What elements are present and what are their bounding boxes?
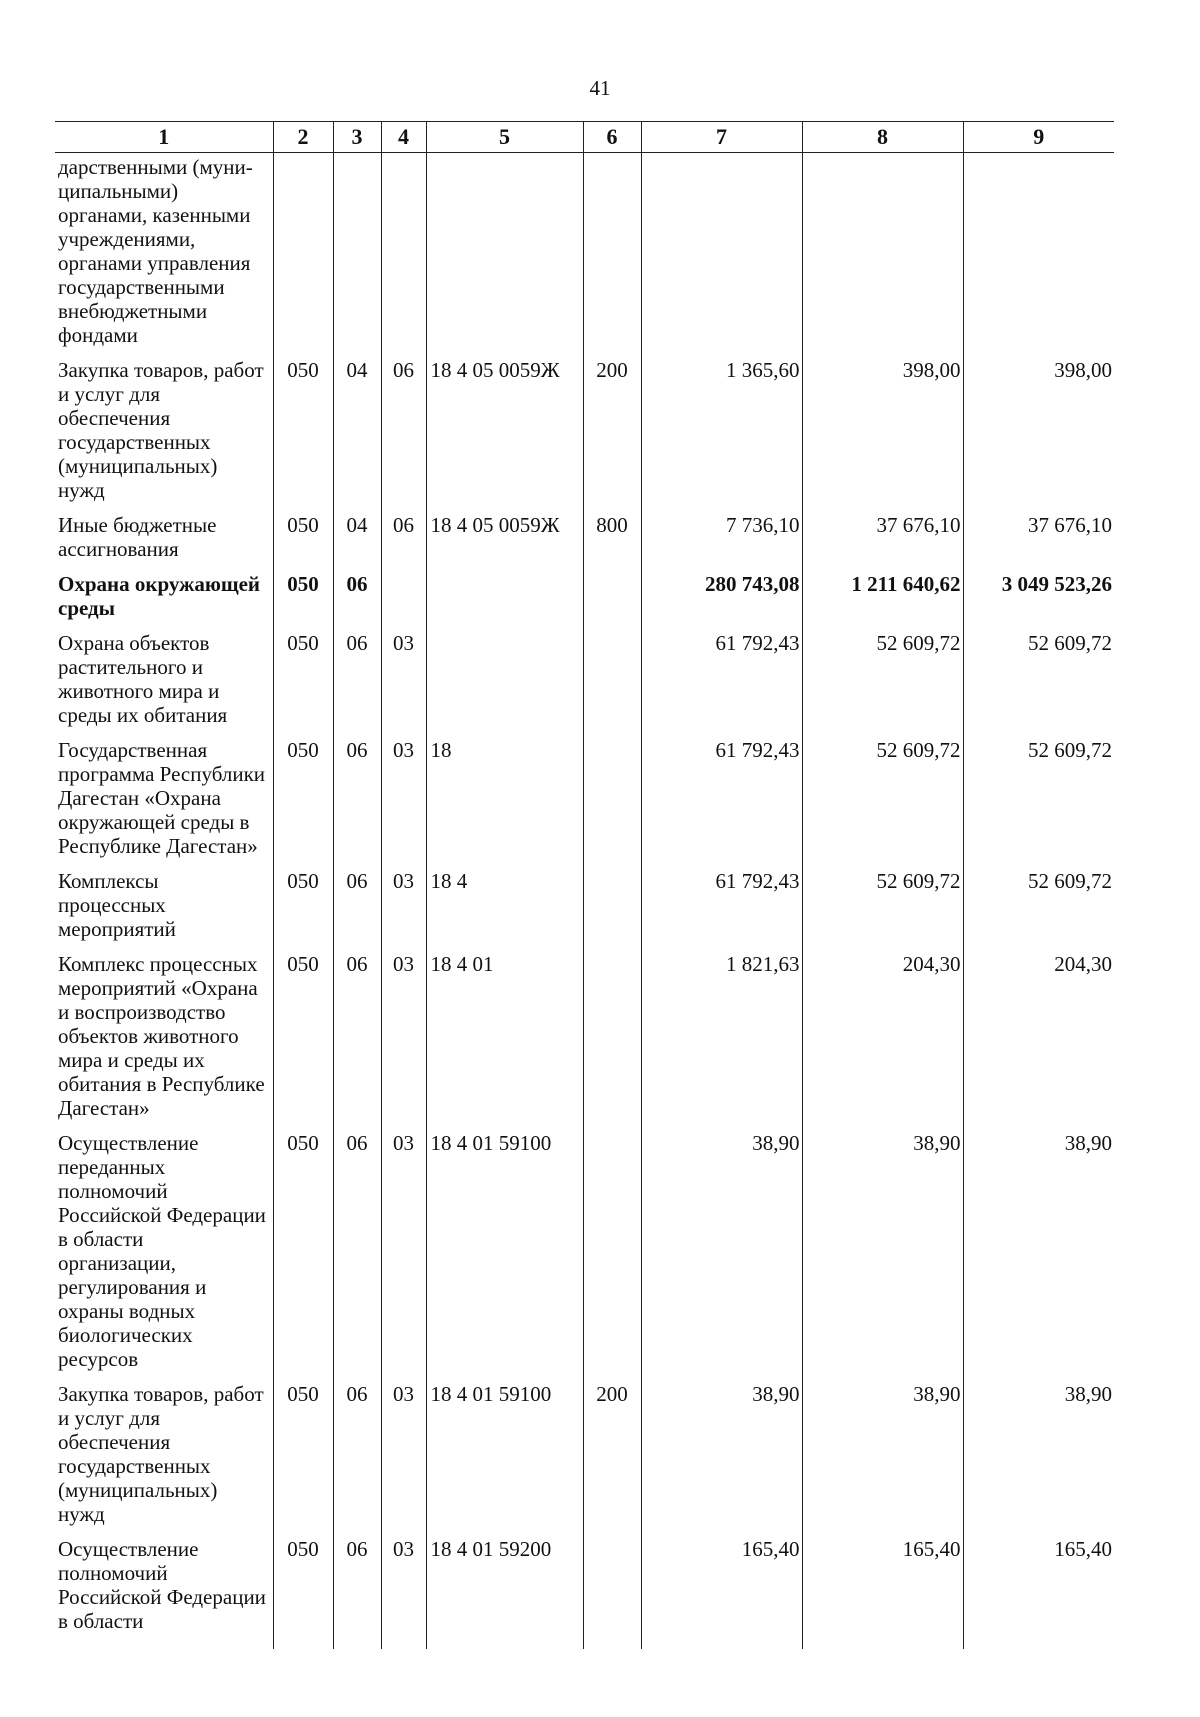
- admin-code-cell: [273, 153, 333, 353]
- target-article-cell: 18 4 01 59200: [426, 1531, 583, 1649]
- column-header: 3: [333, 122, 381, 153]
- amount-col9-cell: 52 609,72: [963, 863, 1114, 946]
- expense-type-cell: 200: [583, 1376, 641, 1531]
- amount-col9-cell: [963, 153, 1114, 353]
- subsection-code-cell: 03: [381, 625, 426, 732]
- section-code-cell: 06: [333, 946, 381, 1125]
- target-article-cell: 18 4 05 0059Ж: [426, 352, 583, 507]
- amount-col8-cell: 165,40: [802, 1531, 963, 1649]
- expense-type-cell: 800: [583, 507, 641, 566]
- admin-code-cell: 050: [273, 625, 333, 732]
- admin-code-cell: 050: [273, 946, 333, 1125]
- table-row: [55, 507, 1114, 566]
- column-header: 8: [802, 122, 963, 153]
- amount-col8-cell: 37 676,10: [802, 507, 963, 566]
- section-code-cell: 06: [333, 566, 381, 625]
- amount-col7-cell: 61 792,43: [641, 863, 802, 946]
- target-article-cell: 18 4 01 59100: [426, 1376, 583, 1531]
- subsection-code-cell: 03: [381, 863, 426, 946]
- section-code-cell: 06: [333, 625, 381, 732]
- subsection-code-cell: [381, 566, 426, 625]
- amount-col8-cell: [802, 153, 963, 353]
- row-name-cell: Иные бюджетные ассигнования: [58, 513, 217, 561]
- section-code-cell: [333, 153, 381, 353]
- row-name-cell: Закупка товаров, работ и услуг для обеспечения государственных (муниципальных) нужд: [58, 1382, 264, 1526]
- expense-type-cell: [583, 1531, 641, 1649]
- column-header: 2: [273, 122, 333, 153]
- row-name-cell: дарственными (муни-ципальными) органами, казенными учреждениями, органами управления государственными внебюджетными фондами: [58, 155, 253, 347]
- admin-code-cell: 050: [273, 566, 333, 625]
- table-row: [55, 566, 1114, 625]
- admin-code-cell: 050: [273, 352, 333, 507]
- subsection-code-cell: 06: [381, 352, 426, 507]
- amount-col9-cell: 165,40: [963, 1531, 1114, 1649]
- amount-col8-cell: 52 609,72: [802, 625, 963, 732]
- section-code-cell: 04: [333, 507, 381, 566]
- row-name-cell: Государственная программа Республики Дагестан «Охрана окружающей среды в Республике Дагестан»: [58, 738, 266, 858]
- subsection-code-cell: [381, 153, 426, 353]
- target-article-cell: [426, 153, 583, 353]
- subsection-code-cell: 03: [381, 946, 426, 1125]
- table-row: [55, 1125, 1114, 1376]
- row-name-cell: Осуществление полномочий Российской Федерации в области: [58, 1537, 266, 1633]
- amount-col7-cell: 280 743,08: [641, 566, 802, 625]
- row-name-cell: Комплексы процессных мероприятий: [58, 869, 176, 941]
- target-article-cell: 18 4 05 0059Ж: [426, 507, 583, 566]
- row-name-cell: Охрана окружающей среды: [58, 572, 261, 620]
- row-name-cell: Закупка товаров, работ и услуг для обеспечения государственных (муниципальных) нужд: [58, 358, 264, 502]
- row-name-cell: Осуществление переданных полномочий Российской Федерации в области организации, регулирования и охраны водных биологических ресурсов: [58, 1131, 266, 1371]
- table-row: [55, 863, 1114, 946]
- subsection-code-cell: 03: [381, 1125, 426, 1376]
- table-row: [55, 625, 1114, 732]
- table-row: [55, 1376, 1114, 1531]
- section-code-cell: 06: [333, 1125, 381, 1376]
- column-header: 4: [381, 122, 426, 153]
- amount-col8-cell: 1 211 640,62: [802, 566, 963, 625]
- amount-col9-cell: 52 609,72: [963, 625, 1114, 732]
- amount-col7-cell: 38,90: [641, 1125, 802, 1376]
- subsection-code-cell: 03: [381, 1531, 426, 1649]
- row-name-cell: Комплекс процессных мероприятий «Охрана и воспроизводство объектов животного мира и среды их обитания в Республике Дагестан»: [58, 952, 265, 1120]
- amount-col9-cell: 52 609,72: [963, 732, 1114, 863]
- amount-col7-cell: 38,90: [641, 1376, 802, 1531]
- expense-type-cell: [583, 566, 641, 625]
- section-code-cell: 04: [333, 352, 381, 507]
- amount-col7-cell: 61 792,43: [641, 625, 802, 732]
- table-row: [55, 732, 1114, 863]
- amount-col7-cell: 1 821,63: [641, 946, 802, 1125]
- target-article-cell: 18 4 01: [426, 946, 583, 1125]
- expense-type-cell: 200: [583, 352, 641, 507]
- expense-type-cell: [583, 732, 641, 863]
- amount-col7-cell: [641, 153, 802, 353]
- amount-col9-cell: 38,90: [963, 1125, 1114, 1376]
- amount-col7-cell: 1 365,60: [641, 352, 802, 507]
- expense-type-cell: [583, 946, 641, 1125]
- header-row: [55, 122, 1114, 153]
- admin-code-cell: 050: [273, 1376, 333, 1531]
- budget-table: [55, 121, 1114, 1649]
- row-name-cell: Охрана объектов растительного и животного мира и среды их обитания: [58, 631, 228, 727]
- expense-type-cell: [583, 625, 641, 732]
- section-code-cell: 06: [333, 1531, 381, 1649]
- table-row: [55, 946, 1114, 1125]
- expense-type-cell: [583, 863, 641, 946]
- target-article-cell: 18 4: [426, 863, 583, 946]
- subsection-code-cell: 03: [381, 732, 426, 863]
- amount-col8-cell: 204,30: [802, 946, 963, 1125]
- section-code-cell: 06: [333, 732, 381, 863]
- column-header: 5: [426, 122, 583, 153]
- column-header: 7: [641, 122, 802, 153]
- amount-col8-cell: 38,90: [802, 1125, 963, 1376]
- expense-type-cell: [583, 1125, 641, 1376]
- subsection-code-cell: 06: [381, 507, 426, 566]
- admin-code-cell: 050: [273, 507, 333, 566]
- column-header: 9: [963, 122, 1114, 153]
- amount-col9-cell: 37 676,10: [963, 507, 1114, 566]
- section-code-cell: 06: [333, 1376, 381, 1531]
- target-article-cell: [426, 566, 583, 625]
- table-row: [55, 1531, 1114, 1649]
- target-article-cell: [426, 625, 583, 732]
- amount-col9-cell: 398,00: [963, 352, 1114, 507]
- target-article-cell: 18: [426, 732, 583, 863]
- amount-col7-cell: 61 792,43: [641, 732, 802, 863]
- admin-code-cell: 050: [273, 1531, 333, 1649]
- amount-col8-cell: 52 609,72: [802, 863, 963, 946]
- column-header: 6: [583, 122, 641, 153]
- subsection-code-cell: 03: [381, 1376, 426, 1531]
- admin-code-cell: 050: [273, 1125, 333, 1376]
- admin-code-cell: 050: [273, 863, 333, 946]
- table-row: [55, 352, 1114, 507]
- admin-code-cell: 050: [273, 732, 333, 863]
- section-code-cell: 06: [333, 863, 381, 946]
- amount-col8-cell: 398,00: [802, 352, 963, 507]
- amount-col8-cell: 38,90: [802, 1376, 963, 1531]
- amount-col8-cell: 52 609,72: [802, 732, 963, 863]
- amount-col9-cell: 204,30: [963, 946, 1114, 1125]
- target-article-cell: 18 4 01 59100: [426, 1125, 583, 1376]
- table-row: [55, 153, 1114, 353]
- amount-col9-cell: 38,90: [963, 1376, 1114, 1531]
- amount-col9-cell: 3 049 523,26: [963, 566, 1114, 625]
- amount-col7-cell: 165,40: [641, 1531, 802, 1649]
- page-number: 41: [589, 76, 611, 100]
- expense-type-cell: [583, 153, 641, 353]
- amount-col7-cell: 7 736,10: [641, 507, 802, 566]
- column-header: 1: [55, 122, 273, 153]
